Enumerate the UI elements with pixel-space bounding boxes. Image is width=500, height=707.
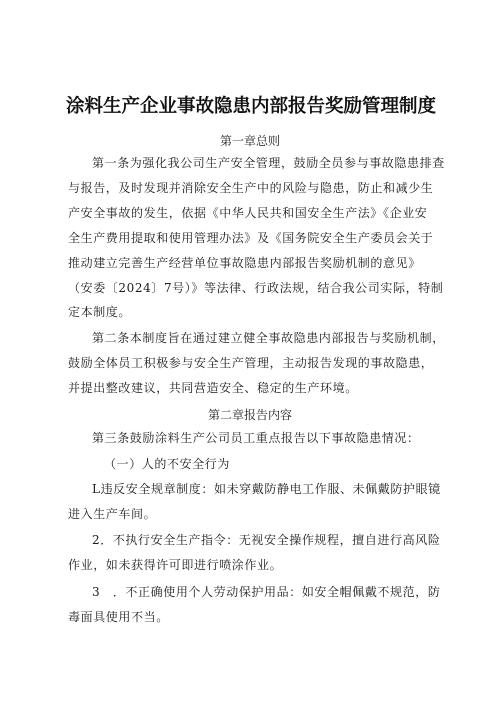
article-2-line-3: 并提出整改建议，共同营造安全、稳定的生产环境。 [68,381,358,395]
article-2-line-1: 第二条本制度旨在通过建立健全事故隐患内部报告与奖励机制， [92,331,445,345]
item-1-line-2: 进入生产车间。 [68,507,157,521]
article-3: 第三条鼓励涂料生产公司员工重点报告以下事故隐患情况： [92,431,420,445]
article-1-line-2: 与报告，及时发现并消除安全生产中的风险与隐患，防止和减少生 [68,181,434,195]
item-3-line-1: 3 ．不正确使用个人劳动保护用品：如安全帽佩戴不规范，防 [92,585,441,599]
item-1-line-1: L违反安全规章制度：如未穿戴防静电工作服、未佩戴防护眼镜 [92,482,441,496]
article-1-line-6: （安委〔2024〕7号）》等法律、行政法规，结合我公司实际，特制 [68,281,444,295]
article-1-line-4: 全生产费用提取和使用管理办法》及《国务院安全生产委员会关于 [68,231,434,245]
document-title: 涂料生产企业事故隐患内部报告奖励管理制度 [66,96,437,117]
item-2-line-2: 作业，如未获得许可即进行喷涂作业。 [68,558,283,572]
item-2-line-1: 2．不执行安全生产指令：无视安全操作规程，擅自进行高风险 [92,533,441,547]
article-2-line-2: 鼓励全体员工积极参与安全生产管理，主动报告发现的事故隐患， [68,356,434,370]
section-1-heading: （一）人的不安全行为 [104,457,231,471]
article-1-line-3: 产安全事故的发生，依据《中华人民共和国安全生产法》《企业安 [68,206,428,220]
article-1-line-5: 推动建立完善生产经营单位事故隐患内部报告奖励机制的意见》 [68,256,421,270]
chapter-2-heading: 第二章报告内容 [207,408,292,422]
article-1-line-7: 定本制度。 [68,305,132,319]
article-1-line-1: 第一条为强化我公司生产安全管理，鼓励全员参与事故隐患排查 [92,156,445,170]
chapter-1-heading: 第一章总则 [219,134,280,148]
item-3-line-2: 毒面具使用不当。 [68,610,169,624]
